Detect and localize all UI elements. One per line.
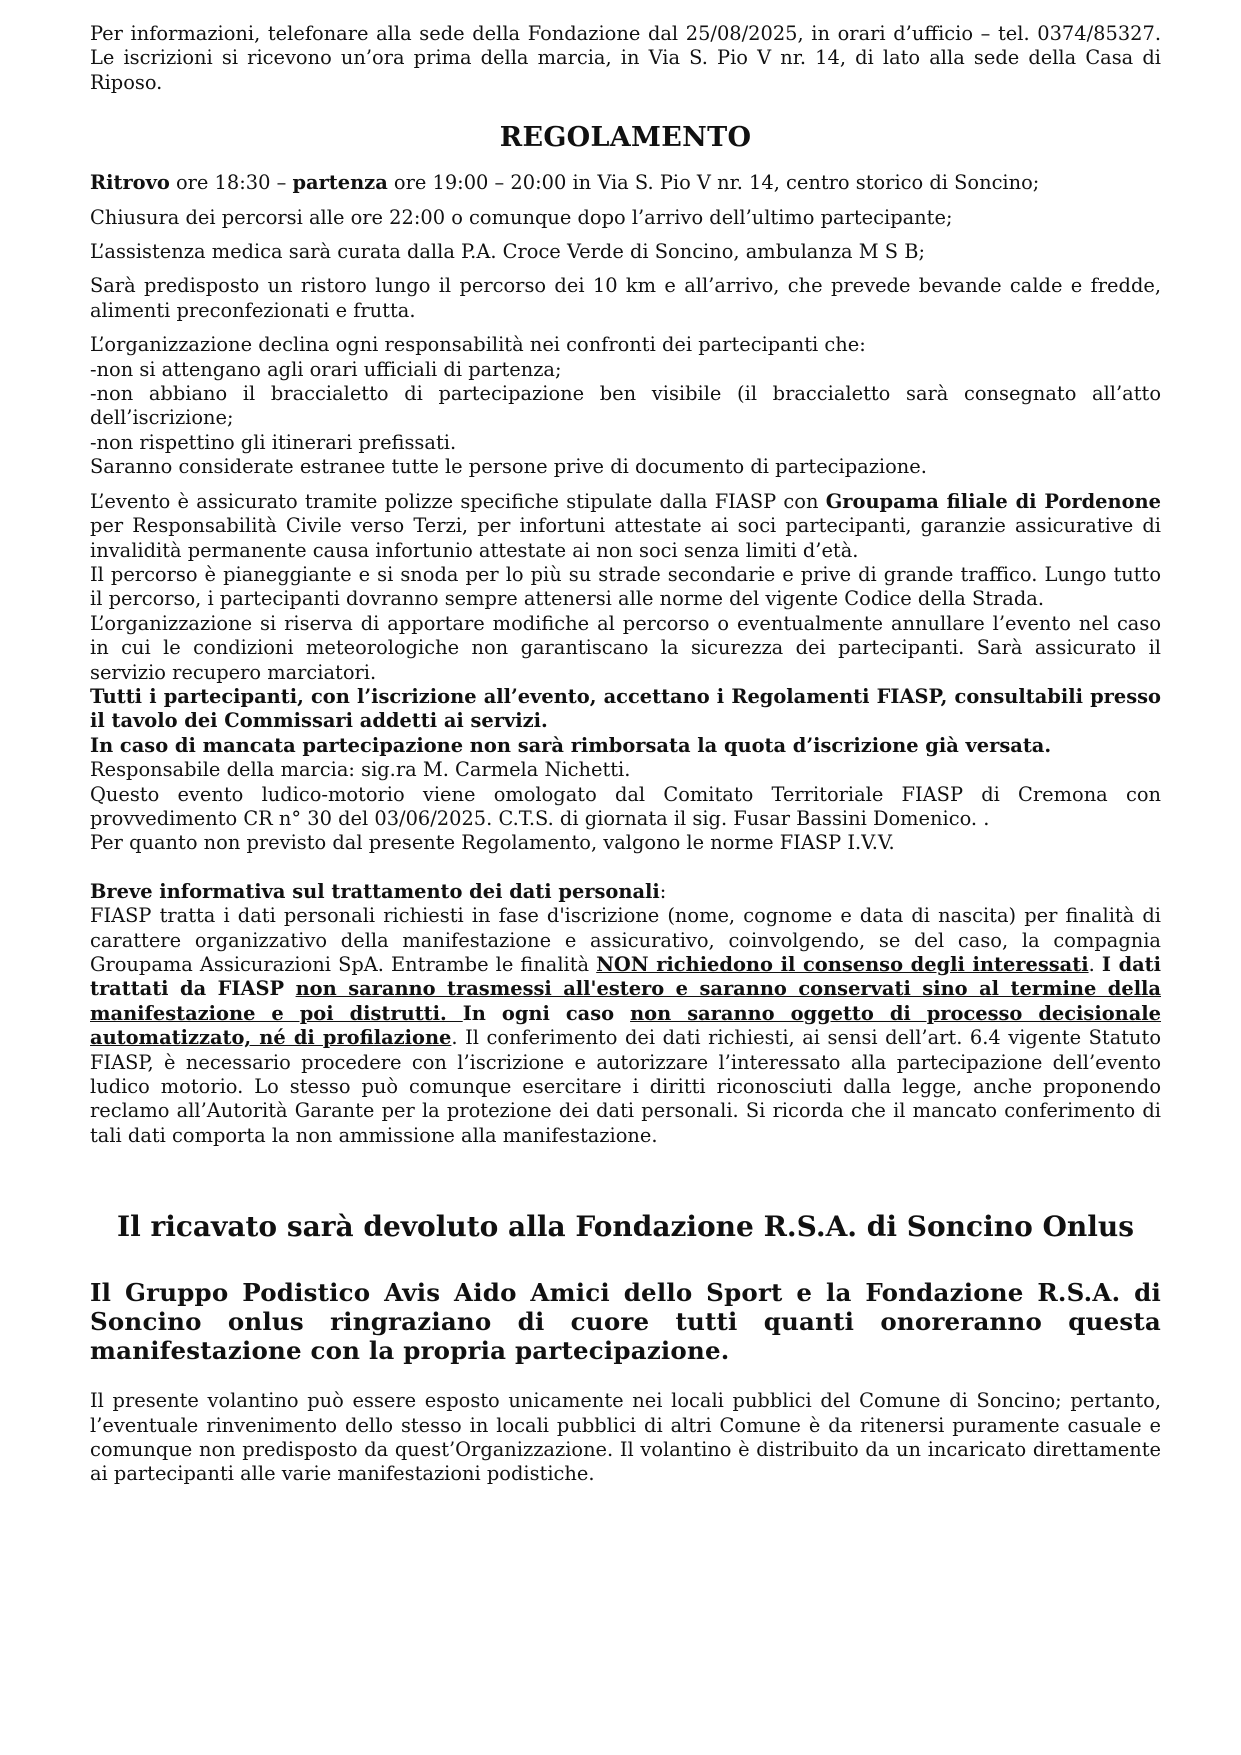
privacy-heading-text: Breve informativa sul trattamento dei dati personali: [90, 879, 660, 903]
omologazione-paragraph: Questo evento ludico-motorio viene omologato dal Comitato Territoriale FIASP di Cremona con provvedimento CR n° 30 del 03/06/2025. C.T.S. di giornata il sig. Fusar Bassini Domenico. .: [90, 782, 1161, 830]
norme-line: Per quanto non previsto dal presente Regolamento, valgono le norme FIASP I.V.V.: [90, 831, 895, 855]
privacy-separator: .: [1088, 953, 1102, 976]
partenza-details: ore 19:00 – 20:00 in Via S. Pio V nr. 14, centro storico di Soncino;: [387, 171, 1040, 195]
privacy-paragraph: [90, 904, 1161, 1148]
privacy-block: [90, 880, 1161, 1148]
estranee-line: Saranno considerate estranee tutte le persone prive di documento di partecipazione.: [90, 455, 927, 479]
responsabilita-item-itinerari: -non rispettino gli itinerari prefissati.: [90, 430, 457, 454]
ricavato-heading: Il ricavato sarà devoluto alla Fondazione R.S.A. di Soncino Onlus: [116, 1210, 1134, 1244]
ritrovo-label: Ritrovo: [90, 171, 170, 195]
responsabilita-item-braccialetto: -non abbiano il braccialetto di partecipazione ben visibile (il braccialetto sarà consegnato all’atto dell’iscrizione;: [90, 382, 1161, 430]
percorso-paragraph: Il percorso è pianeggiante e si snoda per lo più su strade secondarie e prive di grande traffico. Lungo tutto il percorso, i partecipanti dovranno sempre attenersi alle norme del vigente Codice della Strada.: [90, 562, 1161, 611]
volantino-paragraph: Il presente volantino può essere esposto unicamente nei locali pubblici del Comune di Soncino; pertanto, l’eventuale rinvenimento dello stesso in locali pubblici di altri Comune è da ritenersi puramente casuale e comunque non predisposto da quest’Organizzazione. Il volantino è distribuito da un incaricato direttamente ai partecipanti alle varie manifestazioni podistiche.: [90, 1389, 1161, 1486]
responsabilita-item-orari: -non si attengano agli orari ufficiali di partenza;: [90, 357, 562, 381]
assistenza-line: L’assistenza medica sarà curata dalla P.A. Croce Verde di Soncino, ambulanza M S B;: [90, 240, 926, 264]
assicurazione-paragraph: [90, 490, 1161, 563]
ritrovo-line: [90, 171, 1161, 195]
rimborso-text: In caso di mancata partecipazione non sarà rimborsata la quota d’iscrizione già versata.: [90, 733, 1052, 757]
privacy-heading: [90, 880, 1161, 904]
ristoro-paragraph: Sarà predisposto un ristoro lungo il percorso dei 10 km e all’arrivo, che prevede bevande calde e fredde, alimenti preconfezionati e frutta.: [90, 274, 1161, 322]
privacy-in-ogni-caso: In ogni caso: [462, 1001, 631, 1025]
ritrovo-time: ore 18:30 –: [169, 171, 293, 195]
ringraziamento-paragraph: Il Gruppo Podistico Avis Aido Amici dello Sport e la Fondazione R.S.A. di Soncino onlus ringraziano di cuore tutti quanti onoreranno questa manifestazione con la propria partecipazione.: [90, 1278, 1161, 1366]
chiusura-line: Chiusura dei percorsi alle ore 22:00 o comunque dopo l’arrivo dell’ultimo partecipante;: [90, 205, 953, 229]
privacy-no-profilazione: non saranno oggetto di processo decisionale automatizzato, né di profilazione: [90, 1001, 1162, 1050]
modifiche-paragraph: L’organizzazione si riserva di apportare modifiche al percorso o eventualmente annullare l’evento nel caso in cui le condizioni meteorologiche non garantiscano la sicurezza dei partecipanti. Sarà assicurato il servizio recupero marciatori.: [90, 611, 1161, 684]
responsabilita-intro: L’organizzazione declina ogni responsabilità nei confronti dei partecipanti che:: [90, 333, 866, 357]
privacy-non-trasmessi: non saranno trasmessi all'estero e saranno conservati sino al termine della manifestazione e poi distrutti.: [90, 977, 1161, 1025]
responsabile-line: Responsabile della marcia: sig.ra M. Carmela Nichetti.: [90, 758, 631, 782]
privacy-heading-colon: :: [659, 879, 667, 903]
privacy-text-finalita: FIASP tratta i dati personali richiesti in fase d'iscrizione (nome, cognome e data di nascita) per finalità di carattere organizzativo della manifestazione e assicurativo, coinvolgendo, se del caso, la compagnia Groupama Assicurazioni SpA. Entrambe le finalità: [90, 904, 1161, 976]
regolamento-details: [90, 490, 1161, 856]
regolamento-title: REGOLAMENTO: [499, 122, 752, 154]
privacy-no-consenso: NON richiedono il consenso degli interessati: [596, 953, 1089, 976]
assicurazione-text: L’evento è assicurato tramite polizze specifiche stipulate dalla FIASP con: [90, 489, 826, 513]
responsabilita-block: [90, 333, 1161, 479]
groupama-filiale: Groupama filiale di Pordenone: [825, 489, 1161, 513]
accettazione-paragraph: [90, 685, 1161, 734]
intro-paragraph: Per informazioni, telefonare alla sede della Fondazione dal 25/08/2025, in orari d’ufficio – tel. 0374/85327. Le iscrizioni si ricevono un’ora prima della marcia, in Via S. Pio V nr. 14, di lato alla sede della Casa di Riposo.: [90, 22, 1161, 94]
accettazione-text: Tutti i partecipanti, con l’iscrizione all’evento, accettano i Regolamenti FIASP, consultabili presso il tavolo dei Commissari addetti ai servizi.: [90, 684, 1161, 733]
privacy-text-conferimento: . Il conferimento dei dati richiesti, ai sensi dell’art. 6.4 vigente Statuto FIASP, è necessario procedere con l’iscrizione e autorizzare l’interessato alla partecipazione dell’evento ludico motorio. Lo stesso può comunque esercitare i diritti riconosciuti dalla legge, anche proponendo reclamo all’Autorità Garante per la protezione dei dati personali. Si ricorda che il mancato conferimento di tali dati comporta la non ammissione alla manifestazione.: [90, 1026, 1161, 1147]
rimborso-paragraph: [90, 734, 1161, 758]
privacy-dati-trattati: I dati trattati da FIASP: [90, 953, 1162, 1001]
assicurazione-coperture: per Responsabilità Civile verso Terzi, per infortuni attestate ai soci partecipanti, garanzie assicurative di invalidità permanente causa infortunio attestate ai non soci senza limiti d’età.: [90, 514, 1161, 562]
partenza-label: partenza: [292, 171, 388, 195]
